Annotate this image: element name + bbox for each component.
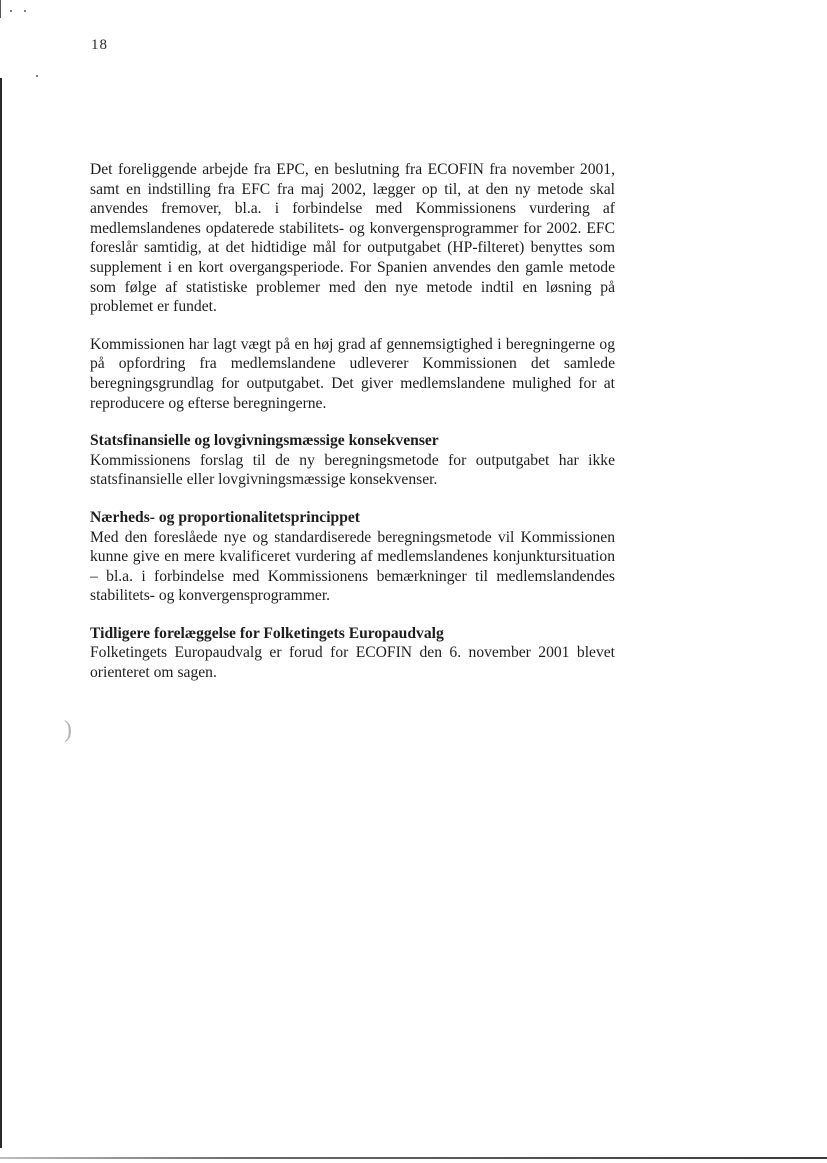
scan-speck [24, 10, 26, 12]
scan-edge-bottom [0, 1157, 827, 1159]
section-text: Kommissionens forslag til de ny beregningsmetode for outputgabet har ikke statsfinansielle eller lovgivningsmæssige konsekvenser. [90, 451, 615, 489]
section-tidligere [90, 624, 615, 683]
scan-edge-top-mark [0, 0, 1, 18]
section-heading: Tidligere forelæggelse for Folketingets Europaudvalg [90, 624, 444, 642]
scan-artifact-paren: ) [64, 717, 72, 743]
paragraph-1: Det foreliggende arbejde fra EPC, en beslutning fra ECOFIN fra november 2001, samt en indstilling fra EFC fra maj 2002, lægger op til, at den ny metode skal anvendes fremover, bl.a. i forbindelse med Kommissionens vurdering af medlemslandenes opdaterede stabilitets- og konvergensprogrammer for 2002. EFC foreslår samtidig, at det hidtidige mål for outputgabet (HP-filteret) benyttes som supplement i en kort overgangsperiode. For Spanien anvendes den gamle metode som følge af statistiske problemer med den nye metode indtil en løsning på problemet er fundet. [90, 161, 615, 316]
section-text: Med den foreslåede nye og standardiserede beregningsmetode vil Kommissionen kunne give en mere kvalificeret vurdering af medlemslandenes konjunktursituation – bl.a. i forbindelse med Kommissionens bemærkninger til medlemslandendes stabilitets- og konvergensprogrammer. [90, 528, 615, 605]
section-heading: Nærheds- og proportionalitetsprincippet [90, 508, 361, 526]
section-text: Folketingets Europaudvalg er forud for ECOFIN den 6. november 2001 blevet orienteret om sagen. [90, 644, 615, 682]
document-body [90, 160, 615, 683]
section-statsfinansielle [90, 431, 615, 490]
scan-speck [10, 10, 12, 12]
scan-edge-left [0, 78, 2, 1148]
section-naerheds [90, 508, 615, 606]
scan-speck [36, 75, 38, 77]
page-number: 18 [91, 37, 108, 53]
paragraph-2: Kommissionen har lagt vægt på en høj grad af gennemsigtighed i beregningerne og på opfordring fra medlemslandene udleverer Kommissionen det samlede beregningsgrundlag for outputgabet. Det giver medlemslandene mulighed for at reproducere og efterse beregningerne. [90, 335, 615, 412]
section-heading: Statsfinansielle og lovgivningsmæssige konsekvenser [90, 432, 439, 450]
